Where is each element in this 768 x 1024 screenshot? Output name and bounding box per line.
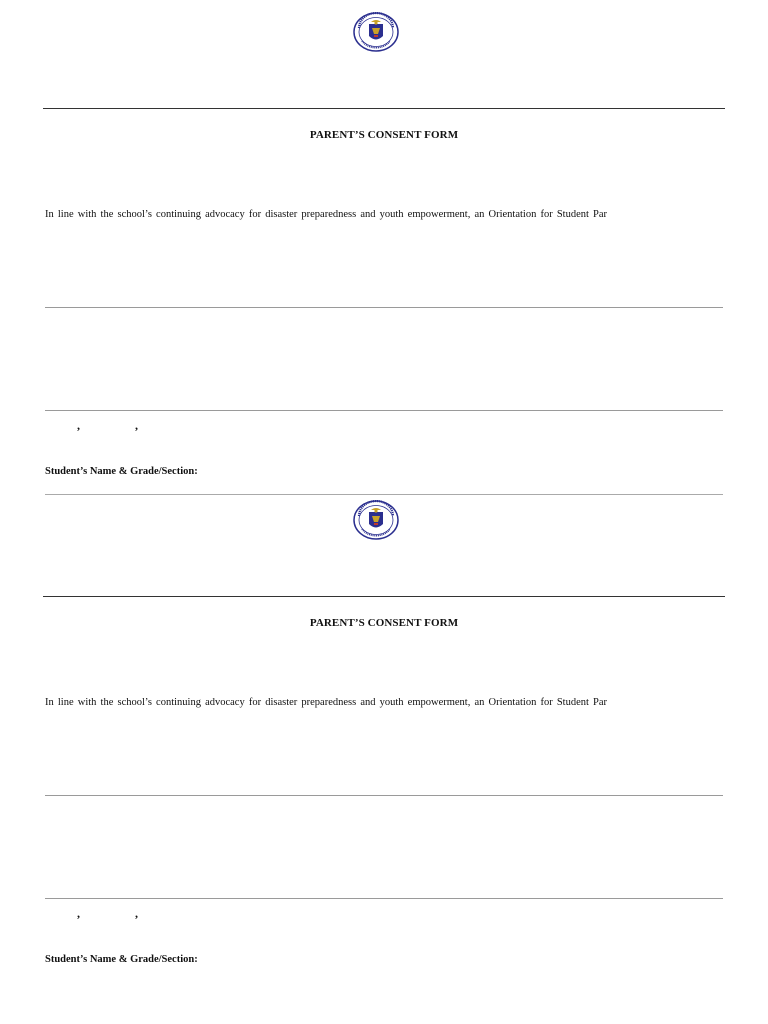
- deped-seal-icon: [353, 12, 399, 52]
- date-comma: ,: [135, 418, 138, 432]
- deped-seal-icon: [353, 500, 399, 540]
- intro-paragraph: In line with the school’s continuing advocacy for disaster preparedness and youth empowerment, an Orientation for Student Par: [45, 209, 608, 220]
- student-name-label: Student’s Name & Grade/Section:: [45, 466, 198, 477]
- consent-form-1: [0, 0, 768, 488]
- blank-line: [45, 898, 723, 899]
- date-comma: ,: [77, 418, 80, 432]
- blank-line: [45, 410, 723, 411]
- date-comma: ,: [135, 906, 138, 920]
- form-title: PARENT’S CONSENT FORM: [309, 617, 459, 629]
- blank-line: [45, 795, 723, 796]
- consent-form-2: [0, 488, 768, 976]
- date-comma: ,: [77, 906, 80, 920]
- form-title: PARENT’S CONSENT FORM: [309, 129, 459, 141]
- header-rule: [43, 108, 725, 109]
- intro-paragraph: In line with the school’s continuing advocacy for disaster preparedness and youth empowerment, an Orientation for Student Par: [45, 697, 608, 708]
- blank-line: [45, 307, 723, 308]
- header-rule: [43, 596, 725, 597]
- student-name-label: Student’s Name & Grade/Section:: [45, 954, 198, 965]
